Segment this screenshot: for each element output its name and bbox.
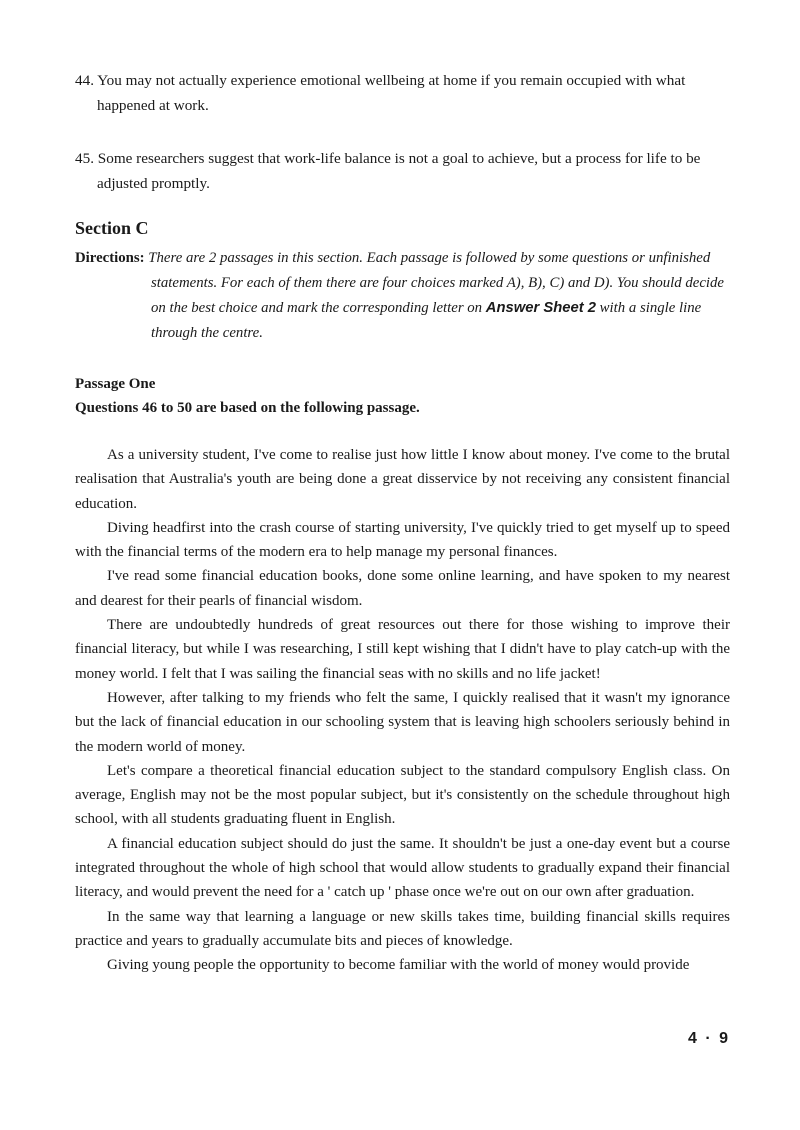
- passage-body: [75, 443, 730, 978]
- question-text: You may not actually experience emotional wellbeing at home if you remain occupied with what happened at work.: [97, 72, 686, 114]
- paragraph: In the same way that learning a language or new skills takes time, building financial skills requires practice and years to gradually accumulate bits and pieces of knowledge.: [75, 908, 730, 949]
- directions-text-end: with a single line through the centre.: [151, 300, 702, 341]
- paragraph: Diving headfirst into the crash course of starting university, I've quickly tried to get myself up to speed with the financial terms of the modern era to help manage my personal finances.: [75, 519, 730, 561]
- section-directions: [75, 246, 730, 346]
- paragraph: I've read some financial education books, done some online learning, and have spoken to my nearest and dearest for their pearls of financial wisdom.: [75, 568, 730, 609]
- paragraph: However, after talking to my friends who felt the same, I quickly realised that it wasn't my ignorance but the lack of financial education in our schooling system that is leaving high schoolers seriously behind in the modern world of money.: [75, 689, 730, 755]
- question-number: 44.: [75, 72, 94, 89]
- directions-text: There are 2 passages in this section. Each passage is followed by some questions or unfinished statements. For each of them there are four choices marked A), B), C) and D). You should decide on the best choice and mark the corresponding letter on: [148, 250, 725, 316]
- question-44: [75, 68, 730, 118]
- paragraph: As a university student, I've come to realise just how little I know about money. I've come to the brutal realisation that Australia's youth are being done a great disservice by not receiving any consistent financial education.: [75, 447, 730, 512]
- question-number: 45.: [75, 150, 94, 167]
- section-title: Section C: [75, 218, 149, 238]
- paragraph: Giving young people the opportunity to become familiar with the world of money would provide: [107, 957, 690, 974]
- answer-sheet-label: Answer Sheet 2: [485, 300, 596, 316]
- paragraph: A financial education subject should do just the same. It shouldn't be just a one-day event but a course integrated throughout the whole of high school that would allow students to gradually expand their financial literacy, and would prevent the need for a ' catch up ' phase once we're out on our own after graduation.: [75, 835, 730, 901]
- passage-title: Passage One: [75, 376, 156, 392]
- question-45: [75, 146, 730, 196]
- paragraph: Let's compare a theoretical financial education subject to the standard compulsory English class. On average, English may not be the most popular subject, but it's consistently on the schedule throughout high school, with all students graduating fluent in English.: [75, 762, 730, 828]
- page-number: 4 · 9: [688, 1030, 731, 1047]
- directions-label: Directions:: [75, 250, 145, 266]
- passage-questions-line: Questions 46 to 50 are based on the following passage.: [75, 400, 420, 416]
- paragraph: There are undoubtedly hundreds of great resources out there for those wishing to improve their financial literacy, but while I was researching, I still kept wishing that I didn't have to play catch-up with the money world. I felt that I was sailing the financial seas with no skills and no life jacket!: [75, 617, 730, 682]
- question-text: Some researchers suggest that work-life balance is not a goal to achieve, but a process for life to be adjusted promptly.: [97, 150, 701, 192]
